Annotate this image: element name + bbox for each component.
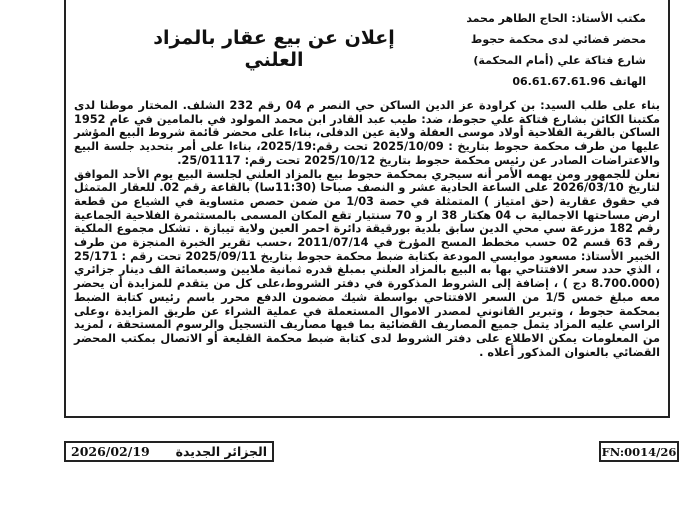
office-address: شارع فتاكة علي (أمام المحكمة) [473, 54, 646, 67]
notice-box [64, 0, 670, 418]
notice-paragraph-announcement: نعلن للجمهور ومن يهمه الأمر أنه سيجري بمحكمة حجوط بيع بالمزاد العلني لجلسة البيع يوم الأحد الموافق لتاريخ 2026/03/10 على الساعة الحادية عشر و النصف صباحا (11:30سا) بالقاعة رقم 02. للعقار المتمثل في حقوق عقارية (حق امتياز ) المتمثلة في حصة 1/03 من ضمن حصص متساوية في الشياع من قطعة ارض مساحتها الاجمالية ب 04 هكتار 38 ار و 70 سنتيار تقع المكان المسمى بالمستثمرة الفلاحية الجماعية رقم 182 مزرعة سي محي الدين سابق بلدية بورقيقة دائرة احمر العين ولاية تيبازة . تشكل مجموع الملكية رقم 63 قسم 02 حسب مخطط المسح المؤرخ في 2011/07/14 ،حسب تقرير الخبرة المنجزة من طرف الخبير الأستاذ: مسعود موايسي المودعة بكتابة ضبط محكمة حجوط بتاريخ 2025/09/11 تحت رقم : 25/171 ، الذي حدد سعر الافتتاحي بها به البيع بالمزاد العلني بمبلغ قدره ثمانية ملايين وسبعمائة الف دينار جزائري (8.700.000 دج ) ، إضافة إلى الشروط المذكورة في دفتر الشروط،على كل من يتقدم للمزايدة أن يحضر معه مبلغ خمس 1/5 من السعر الافتتاحي بواسطة شيك مضمون الدفع محرر باسم رئيس كتابة الضبط بمحكمة حجوط ، وتبرير القانوني لمصدر الاموال المستعملة في عملية الشراء عن طريق المزايدة ،وعلى الراسي عليه المزاد يتمل جميع المصاريف القضائية بما فيها مصاريف التسجيل والرسوم المستحقة ، لمزيد من المعلومات يمكن الاطلاع على دفتر الشروط لدى كتابة ضبط محكمة القليعة أو الاتصال بمكتب المحضر القضائي بالعنوان المذكور أعلاه . [74, 167, 661, 359]
publication-date: 2026/02/19 [71, 444, 150, 459]
notice-body [74, 99, 660, 359]
notice-title: إعلان عن بيع عقار بالمزاد العلني [153, 27, 395, 71]
office-phone: الهاتف 06.61.67.61.96 [512, 75, 646, 88]
office-role: محضر قضائي لدى محكمة حجوط [470, 33, 646, 46]
notice-paragraph-request: بناء على طلب السيد: بن كراودة عز الدين الساكن حي النصر م 04 رقم 232 الشلف. المختار موطنا لدى مكتبنا الكائن بشارع فتاكة علي حجوط، ضد: طيب عبد القادر ابن محمد المولود في بالمامين في عام 1952 الساكن بالقرية الفلاحية أولاد موسى العفلة ولاية عين الدفلى، بناءا على محضر قائمة شروط البيع المؤشر عليها من طرف محكمة حجوط بتاريخ : 2025/10/09 تحت رقم:2025/19، بناءا على أمر بتحديد جلسة البيع والاعتراضات الصادر عن رئيس محكمة حجوط بتاريخ 2025/10/12 تحت رقم: 25/01117. [74, 99, 660, 167]
publication-box [64, 441, 274, 462]
reference-box [599, 441, 679, 462]
office-name: مكتب الأستاذ: الحاج الطاهر محمد [466, 12, 646, 25]
reference-number: FN:0014/26 [601, 444, 677, 459]
publication-name: الجزائر الجديدة [175, 444, 267, 459]
bailiff-office-block [416, 8, 646, 92]
